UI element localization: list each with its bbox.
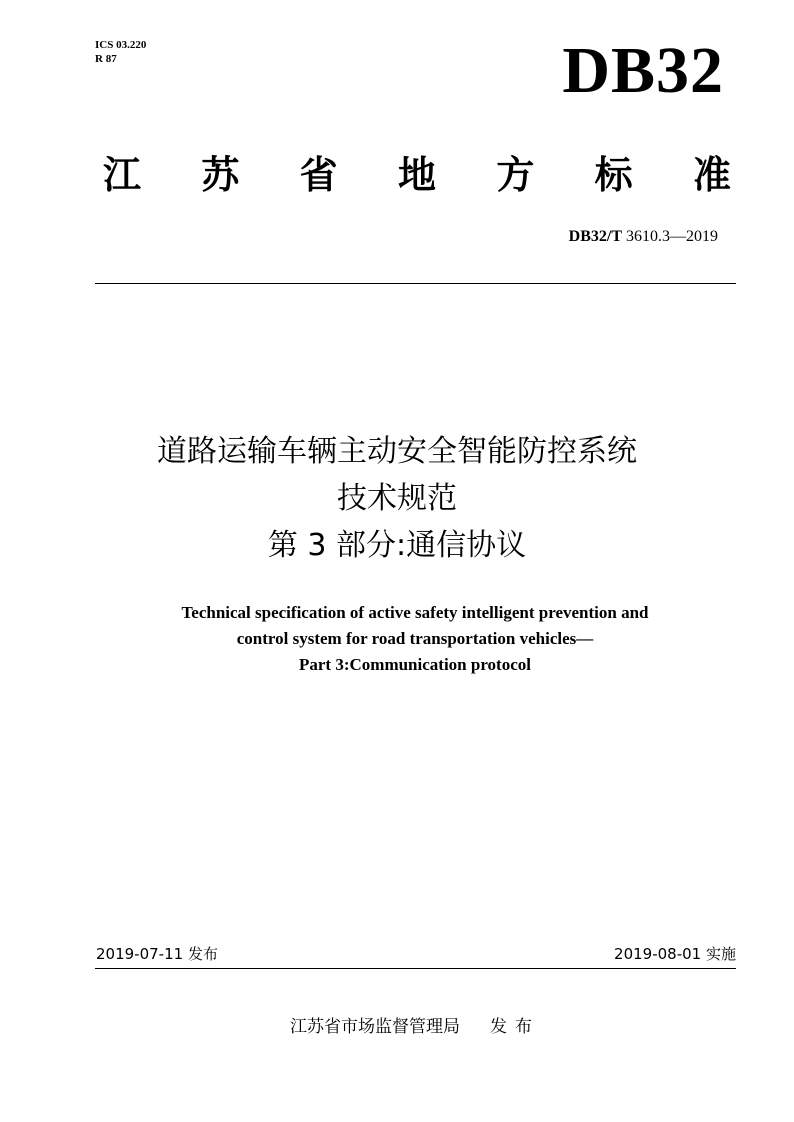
classification-codes [95, 38, 146, 66]
chinese-title-line-1: 道路运输车辆主动安全智能防控系统 [157, 434, 637, 469]
chinese-title [0, 428, 794, 569]
english-title [0, 600, 794, 678]
bottom-divider [95, 968, 736, 969]
english-title-line-3: Part 3:Communication protocol [299, 655, 531, 674]
top-divider [95, 283, 736, 284]
standard-type-char: 苏 [201, 153, 240, 197]
english-title-line-2: control system for road transportation vehicles— [236, 629, 594, 648]
standard-type-heading [103, 150, 731, 200]
ics-code: ICS 03.220 [95, 39, 147, 51]
standard-type-char: 地 [397, 153, 436, 197]
standard-number-prefix: DB32/T [568, 228, 622, 245]
standard-type-char: 准 [692, 153, 731, 197]
publisher-action: 发布 [490, 1017, 540, 1037]
publisher-line [0, 1016, 794, 1038]
standard-type-char: 江 [103, 153, 142, 197]
english-title-line-1: Technical specification of active safety intelligent prevention and [181, 603, 649, 622]
chinese-title-line-2: 技术规范 [337, 481, 457, 516]
implementation-date: 2019-08-01 实施 [614, 945, 736, 963]
publisher-name: 江苏省市场监督管理局 [290, 1017, 460, 1037]
chinese-title-line-3: 第 3 部分:通信协议 [267, 528, 527, 563]
standard-code-logo: DB32 [562, 34, 724, 107]
standard-type-char: 标 [594, 153, 633, 197]
standard-number [569, 227, 718, 247]
issue-date: 2019-07-11 发布 [96, 945, 218, 963]
standard-type-char: 方 [496, 153, 535, 197]
standard-number-value: 3610.3—2019 [626, 228, 718, 245]
standard-type-char: 省 [299, 153, 338, 197]
ccs-code: R 87 [95, 53, 117, 65]
